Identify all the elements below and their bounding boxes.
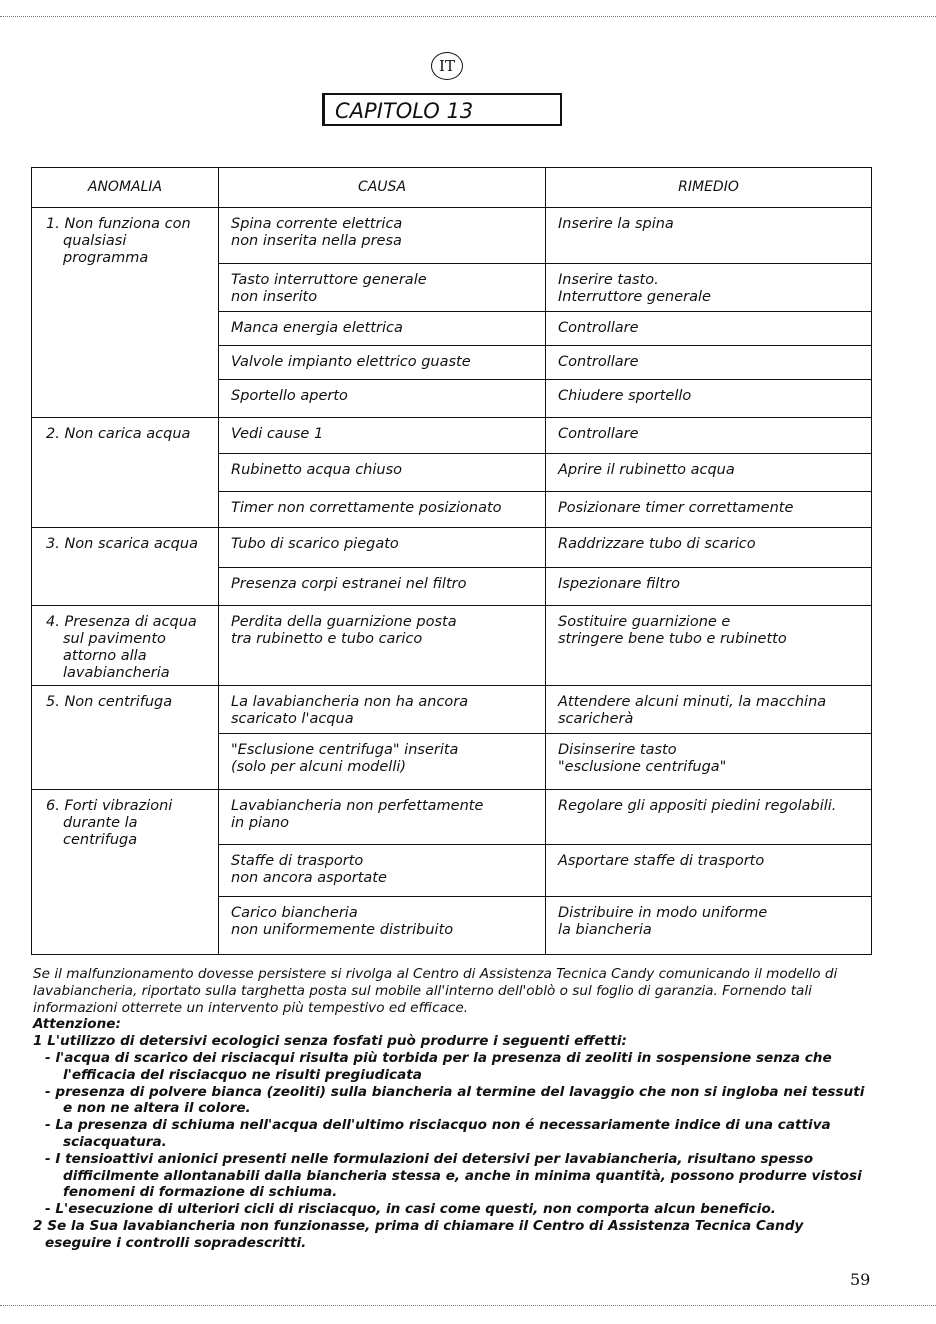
remedy-cell bbox=[546, 686, 872, 734]
note-bullet: - presenza di polvere bianca (zeoliti) sulla biancheria al termine del lavaggio che non si ingloba nei tessuti e non ne altera il colore. bbox=[45, 1083, 865, 1117]
cause-cell bbox=[219, 897, 546, 955]
anomaly-text: 6. Forti vibrazioni durante la centrifuga bbox=[46, 798, 173, 848]
note-bullet: - l'acqua di scarico dei risciacqui risulta più torbida per la presenza di zeoliti in sospensione senza che l'efficacia del risciacquo ne risulti pregiudicata bbox=[45, 1049, 832, 1083]
cause-text: Carico biancheria non uniformemente distribuito bbox=[231, 905, 454, 938]
remedy-cell bbox=[546, 606, 872, 686]
cause-text: "Esclusione centrifuga" inserita (solo per alcuni modelli) bbox=[231, 742, 459, 775]
table-header-row bbox=[32, 168, 872, 208]
remedy-text: Asportare staffe di trasporto bbox=[558, 853, 765, 869]
cause-text: Timer non correttamente posizionato bbox=[231, 500, 502, 516]
cause-text: Presenza corpi estranei nel filtro bbox=[231, 576, 467, 592]
note-bullet: - L'esecuzione di ulteriori cicli di risciacquo, in casi come questi, non comporta alcun beneficio. bbox=[45, 1201, 776, 1218]
remedy-cell bbox=[546, 346, 872, 380]
cause-text: Tubo di scarico piegato bbox=[231, 536, 399, 552]
remedy-text: Ispezionare filtro bbox=[558, 576, 680, 592]
anomaly-text: 3. Non scarica acqua bbox=[46, 536, 198, 552]
cause-cell bbox=[219, 845, 546, 897]
remedy-text: Distribuire in modo uniforme la biancheria bbox=[558, 905, 768, 938]
remedy-text: Controllare bbox=[558, 320, 639, 336]
assistance-paragraph: Se il malfunzionamento dovesse persistere si rivolga al Centro di Assistenza Tecnica Candy comunicando il modello di lavabiancheria, riportato sulla targhetta posta sul mobile all'interno dell'oblò o sul foglio di garanzia. Fornendo tali informazioni otterrete un intervento più tempestivo ed efficace. bbox=[33, 966, 838, 1016]
remedy-cell bbox=[546, 897, 872, 955]
cause-text: Lavabiancheria non perfettamente in piano bbox=[231, 798, 484, 831]
note-bullet: - La presenza di schiuma nell'acqua dell'ultimo risciacquo non é necessariamente indice di una cattiva sciacquatura. bbox=[45, 1117, 831, 1150]
table-row bbox=[32, 606, 872, 686]
language-badge: IT bbox=[431, 52, 463, 80]
troubleshooting-table bbox=[31, 167, 872, 955]
cause-text: Staffe di trasporto non ancora asportate bbox=[231, 853, 387, 886]
remedy-text: Sostituire guarnizione e stringere bene tubo e rubinetto bbox=[558, 614, 787, 647]
header-remedy: RIMEDIO bbox=[546, 168, 872, 208]
remedy-cell bbox=[546, 734, 872, 790]
anomaly-cell bbox=[32, 686, 219, 790]
cause-cell bbox=[219, 264, 546, 312]
anomaly-text: 4. Presenza di acqua sul pavimento attorno alla lavabiancheria bbox=[46, 614, 197, 681]
remedy-text: Regolare gli appositi piedini regolabili. bbox=[558, 798, 837, 814]
cause-cell bbox=[219, 492, 546, 528]
cause-cell bbox=[219, 734, 546, 790]
attention-heading: Attenzione: bbox=[33, 1016, 121, 1033]
table-row bbox=[32, 790, 872, 845]
remedy-cell bbox=[546, 845, 872, 897]
table-row bbox=[32, 208, 872, 264]
anomaly-text: 1. Non funziona con qualsiasi programma bbox=[46, 216, 191, 266]
cause-text: Rubinetto acqua chiuso bbox=[231, 462, 403, 478]
remedy-cell bbox=[546, 380, 872, 418]
anomaly-cell bbox=[32, 606, 219, 686]
remedy-text: Chiudere sportello bbox=[558, 388, 692, 404]
remedy-text: Controllare bbox=[558, 354, 639, 370]
remedy-text: Controllare bbox=[558, 426, 639, 442]
remedy-cell bbox=[546, 528, 872, 568]
cause-cell bbox=[219, 346, 546, 380]
notes-section bbox=[33, 966, 873, 1252]
remedy-cell bbox=[546, 312, 872, 346]
anomaly-cell bbox=[32, 208, 219, 418]
remedy-text: Inserire tasto. Interruttore generale bbox=[558, 272, 711, 305]
bottom-rule bbox=[0, 1305, 936, 1306]
remedy-cell bbox=[546, 208, 872, 264]
anomaly-cell bbox=[32, 418, 219, 528]
cause-text: La lavabiancheria non ha ancora scaricato l'acqua bbox=[231, 694, 469, 727]
cause-cell bbox=[219, 380, 546, 418]
cause-cell bbox=[219, 208, 546, 264]
cause-cell bbox=[219, 686, 546, 734]
cause-text: Vedi cause 1 bbox=[231, 426, 324, 442]
table-row bbox=[32, 528, 872, 568]
remedy-cell bbox=[546, 264, 872, 312]
remedy-cell bbox=[546, 790, 872, 845]
top-rule bbox=[0, 16, 936, 17]
remedy-cell bbox=[546, 568, 872, 606]
remedy-cell bbox=[546, 492, 872, 528]
note-point-2: 2 Se la Sua lavabiancheria non funzionasse, prima di chiamare il Centro di Assistenza Tecnica Candy eseguire i controlli sopradescritti. bbox=[33, 1217, 804, 1251]
chapter-title: CAPITOLO 13 bbox=[322, 93, 562, 126]
remedy-text: Attendere alcuni minuti, la macchina scaricherà bbox=[558, 694, 827, 727]
cause-text: Valvole impianto elettrico guaste bbox=[231, 354, 471, 370]
anomaly-text: 5. Non centrifuga bbox=[46, 694, 173, 710]
cause-text: Spina corrente elettrica non inserita nella presa bbox=[231, 216, 403, 249]
cause-text: Manca energia elettrica bbox=[231, 320, 403, 336]
cause-cell bbox=[219, 454, 546, 492]
cause-cell bbox=[219, 528, 546, 568]
table-row bbox=[32, 418, 872, 454]
note-bullet: - I tensioattivi anionici presenti nelle formulazioni dei detersivi per lavabiancheria, risultano spesso difficilmente allontanabili dalla biancheria stessa e, anche in minima quantità, possono produrre vistosi fenomeni di formazione di schiuma. bbox=[45, 1150, 862, 1201]
remedy-cell bbox=[546, 454, 872, 492]
remedy-text: Posizionare timer correttamente bbox=[558, 500, 794, 516]
table-row bbox=[32, 686, 872, 734]
remedy-cell bbox=[546, 418, 872, 454]
remedy-text: Inserire la spina bbox=[558, 216, 674, 232]
header-anomaly: ANOMALIA bbox=[32, 168, 219, 208]
note-point-1: 1 L'utilizzo di detersivi ecologici senza fosfati può produrre i seguenti effetti: bbox=[33, 1033, 627, 1050]
anomaly-text: 2. Non carica acqua bbox=[46, 426, 191, 442]
cause-cell bbox=[219, 312, 546, 346]
cause-cell bbox=[219, 568, 546, 606]
remedy-text: Raddrizzare tubo di scarico bbox=[558, 536, 756, 552]
cause-text: Perdita della guarnizione posta tra rubinetto e tubo carico bbox=[231, 614, 457, 647]
cause-text: Sportello aperto bbox=[231, 388, 348, 404]
remedy-text: Aprire il rubinetto acqua bbox=[558, 462, 735, 478]
header-cause: CAUSA bbox=[219, 168, 546, 208]
remedy-text: Disinserire tasto "esclusione centrifuga" bbox=[558, 742, 727, 775]
cause-text: Tasto interruttore generale non inserito bbox=[231, 272, 427, 305]
anomaly-cell bbox=[32, 790, 219, 955]
cause-cell bbox=[219, 418, 546, 454]
anomaly-cell bbox=[32, 528, 219, 606]
cause-cell bbox=[219, 790, 546, 845]
page-number: 59 bbox=[850, 1270, 871, 1289]
cause-cell bbox=[219, 606, 546, 686]
